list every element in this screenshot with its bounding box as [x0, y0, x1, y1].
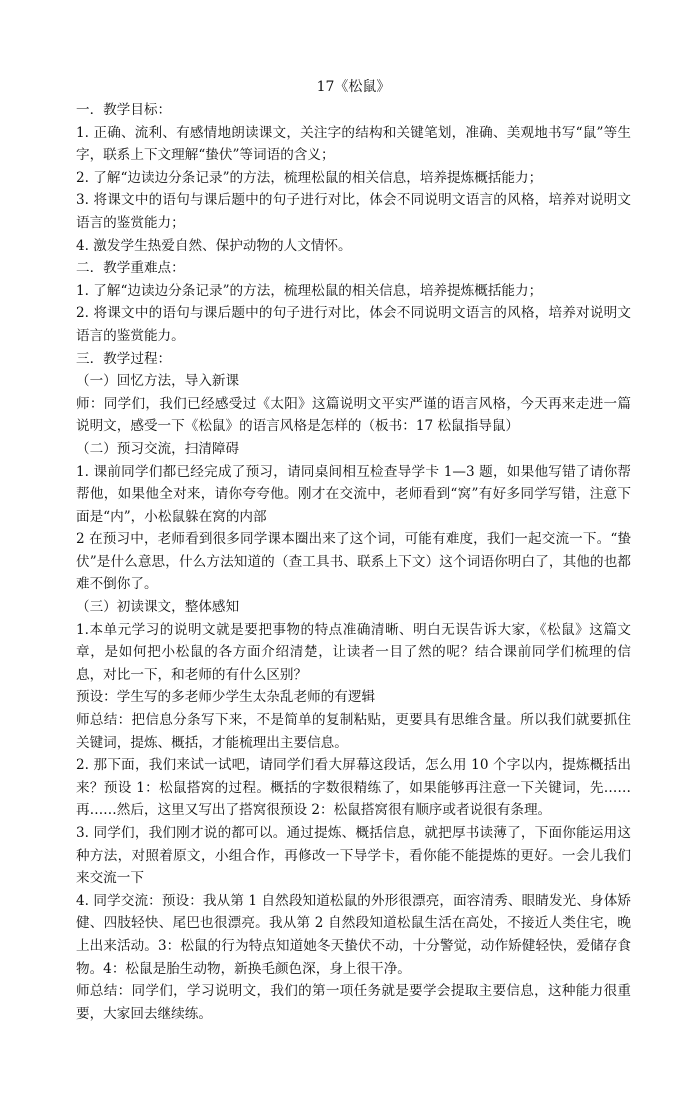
body-paragraph: 1.本单元学习的说明文就是要把事物的特点准确清晰、明白无误告诉大家，《松鼠》这篇文章，是如何把小松鼠的各方面介绍清楚，让读者一目了然的呢？结合课前同学们梳理的信息，对比一下，和老师的有什么区别？	[76, 621, 631, 683]
key-point-item: 1. 了解“边读边分条记录”的方法，梳理松鼠的相关信息，培养提炼概括能力；	[76, 282, 543, 299]
body-paragraph: 师总结：同学们，学习说明文，我们的第一项任务就是要学会提取主要信息，这种能力很重要，大家回去继续练。	[76, 983, 631, 1022]
body-paragraph: 4. 同学交流：预设：我从第 1 自然段知道松鼠的外形很漂亮，面容清秀、眼睛发光、身体矫健、四肢轻快、尾巴也很漂亮。我从第 2 自然段知道松鼠生活在高处，不接近人类住宅，晚上出来活动。3：松鼠的行为特点知道她冬天蛰伏不动，十分警觉，动作矫健轻快，爱储存食物。4：松鼠是胎生动物，新换毛颜色深，身上很干净。	[76, 892, 631, 977]
objective-item: 3. 将课文中的语句与课后题中的句子进行对比，体会不同说明文语言的风格，培养对说明文语言的鉴赏能力；	[76, 192, 631, 231]
objective-item: 2. 了解“边读边分条记录”的方法，梳理松鼠的相关信息，培养提炼概括能力；	[76, 169, 543, 186]
body-paragraph: 1. 课前同学们都已经完成了预习，请同桌间相互检查导学卡 1—3 题，如果他写错了请你帮帮他，如果他全对来，请你夸夸他。刚才在交流中，老师看到“窝”有好多同学写错，注意下面是“内”，小松鼠躲在窝的内部	[76, 463, 631, 525]
section-heading-process: 三．教学过程：	[76, 350, 172, 367]
document-title: 17《松鼠》	[316, 79, 391, 95]
section-heading-key-points: 二．教学重难点：	[76, 260, 185, 277]
subsection-heading: （一）回忆方法，导入新课	[76, 373, 240, 390]
objective-item: 1. 正确、流利、有感情地朗读课文，关注字的结构和关键笔划，准确、美观地书写“鼠”等生字，联系上下文理解“蛰伏”等词语的含义；	[76, 124, 631, 164]
objective-item: 4. 激发学生热爱自然、保护动物的人文情怀。	[76, 237, 352, 254]
body-paragraph: 2 在预习中，老师看到很多同学课本圈出来了这个词，可能有难度，我们一起交流一下。“蛰伏”是什么意思，什么方法知道的（查工具书、联系上下文）这个词语你明白了，其他的也都难不倒你了。	[76, 531, 631, 593]
body-paragraph: 师：同学们，我们已经感受过《太阳》这篇说明文平实严谨的语言风格，今天再来走进一篇说明文，感受一下《松鼠》的语言风格是怎样的（板书：17 松鼠指导鼠）	[76, 395, 631, 435]
subsection-heading: （三）初读课文，整体感知	[76, 599, 240, 616]
body-paragraph: 2. 那下面，我们来试一试吧，请同学们看大屏幕这段话，怎么用 10 个字以内，提炼概括出来？预设 1：松鼠搭窝的过程。概括的字数很精练了，如果能够再注意一下关键词，先……再……然后，这里又写出了搭窝很预设 2：松鼠搭窝很有顺序或者说很有条理。	[76, 757, 631, 819]
subsection-heading: （二）预习交流，扫清障碍	[76, 440, 240, 457]
body-paragraph: 预设：学生写的多老师少学生太杂乱老师的有逻辑	[76, 689, 376, 706]
section-heading-objectives: 一．教学目标：	[76, 102, 172, 118]
body-paragraph: 3. 同学们，我们刚才说的都可以。通过提炼、概括信息，就把厚书读薄了，下面你能运用这种方法，对照着原文，小组合作，再修改一下导学卡，看你能不能提炼的更好。一会儿我们来交流一下	[76, 825, 631, 887]
key-point-item: 2. 将课文中的语句与课后题中的句子进行对比，体会不同说明文语言的风格，培养对说明文语言的鉴赏能力。	[76, 305, 631, 344]
body-paragraph: 师总结：把信息分条写下来，不是简单的复制粘贴，更要具有思维含量。所以我们就要抓住关键词，提炼、概括，才能梳理出主要信息。	[76, 712, 631, 751]
